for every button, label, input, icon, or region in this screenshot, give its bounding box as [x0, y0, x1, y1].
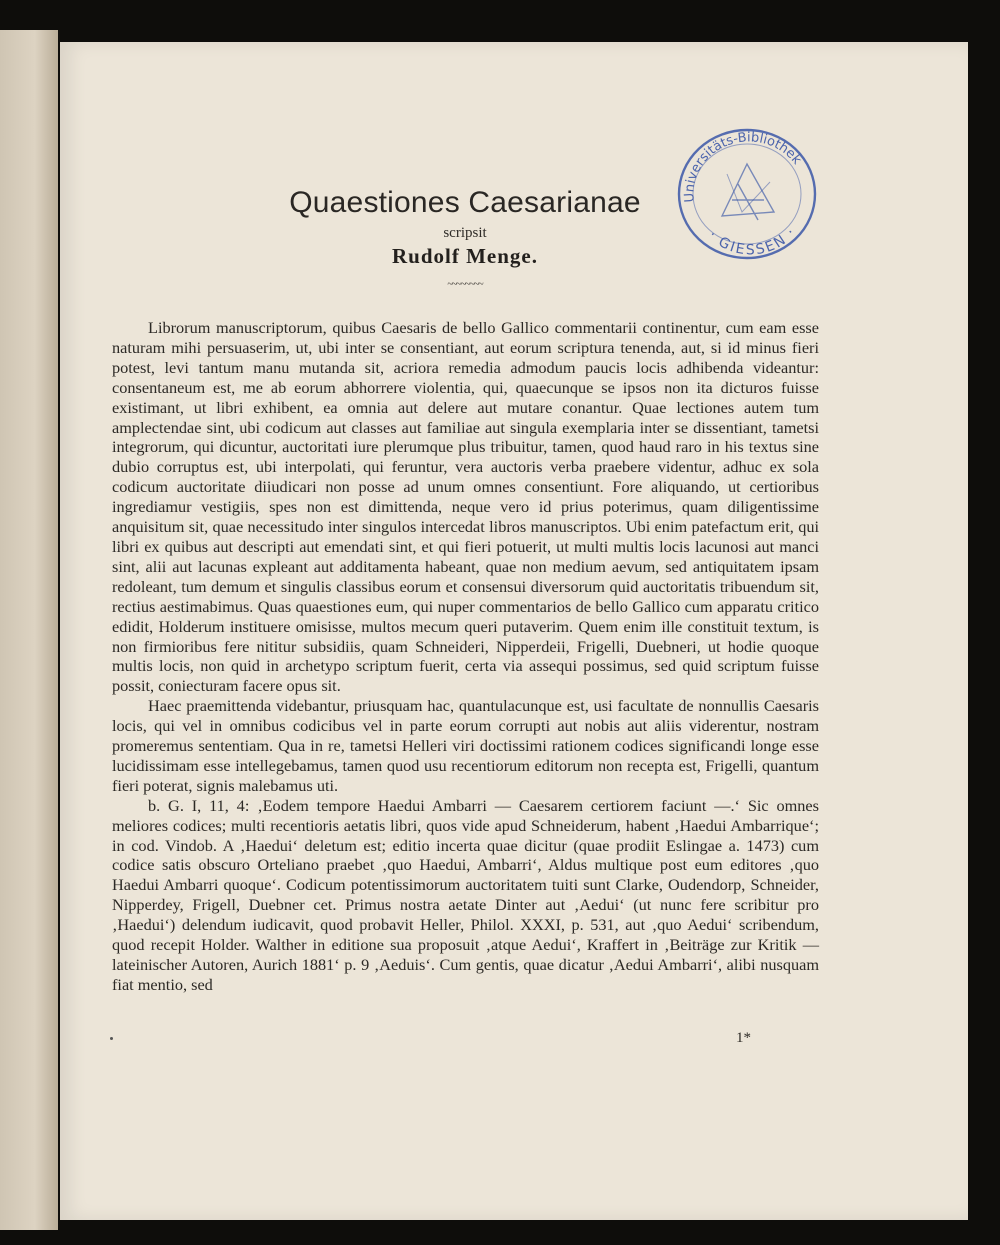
- title-ornament: ~~~~~~~~: [447, 279, 483, 290]
- author-name: Rudolf Menge.: [392, 244, 538, 268]
- main-text: [112, 318, 819, 995]
- svg-text:· GIESSEN ·: · GIESSEN ·: [705, 223, 800, 259]
- byline: scripsit: [443, 225, 487, 241]
- ink-speck: [110, 1037, 113, 1040]
- page-title: Quaestiones Caesarianae: [289, 186, 641, 219]
- paragraph-1: Librorum manuscriptorum, quibus Caesaris de bello Gallico commentarii continentur, cum eam esse naturam mihi persuaserim, ut, ubi inter se consentiant, aut eorum scriptura tenenda, aut, si id minus fieri potest, levi tantum manu mutanda sit, acriora remedia admodum paucis locis adhibenda videantur: consentaneum est, me ab eorum abhorrere violentia, qui, quaecunque se ipsos non ita dicturos fuisse existimant, ut libri exhibent, ea omnia aut delere aut mutare conantur. Quae lectiones autem tum amplectendae sint, ubi codicum aut classes aut familiae aut singula exemplaria inter se dissentiant, tametsi integrorum, qui dicuntur, auctoritati iure plerumque plus tribuitur, tamen, quod haud raro in his textus sine dubio corruptus est, ubi interpolati, qui feruntur, vera auctoris verba praebere videntur, adhuc ex sola codicum auctoritate diiudicari non posse ad unum omnes consentiunt. Fore aliquando, ut certioribus ingrediamur vestigiis, spes non est dimittenda, neque vero id prius poterimus, quam diligentissime anquisitum sit, quae necessitudo inter singulos intercedat libros manuscriptos. Ubi enim patefactum erit, qui libri ex quibus aut descripti aut emendati sint, et qui fieri potuerit, ut multi multis locis lacunosi aut manci sint, alii aut lacunas expleant aut additamenta habeant, quae non medium aevum, sed antiquitatem ipsam redoleant, tum demum et singulis classibus eorum et consensui diversorum quid auctoritatis tribuendum sit, rectius aestimabimus. Quas quaestiones eum, qui nuper commentarios de bello Gallico cum apparatu critico edidit, Holderum instituere omisisse, multos mecum queri putaverim. Quem enim ille constituit textum, is non firmioribus fere nititur subsidiis, quam Schneideri, Nipperdeii, Frigelli, Duebneri, ut hodie quoque multis locis, non quid in archetypo scriptum fuerit, certa via assequi possimus, sed quid scriptum fuisse possit, coniecturam facere opus sit.: [112, 318, 819, 696]
- svg-text:Universitäts-Bibliothek: Universitäts-Bibliothek: [682, 130, 805, 203]
- paragraph-3: b. G. I, 11, 4: ‚Eodem tempore Haedui Ambarri — Caesarem certiorem faciunt —.‘ Sic omnes meliores codices; multi recentioris aetatis libri, quos vide apud Schneiderum, habent ‚Haedui Ambarrique‘; in cod. Vindob. A ‚Haedui‘ deletum est; editio incerta quae dicitur (quae prodiit Eslingae a. 1473) cum codice satis obscuro Orteliano praebet ‚quo Haedui, Ambarri‘, Aldus multique post eum editores ‚quo Haedui Ambarri quoque‘. Codicum potentissimorum auctoritatem tuiti sunt Clarke, Oudendorp, Schneider, Nipperdey, Frigell, Duebner cet. Primus nostra aetate Dinter aut ‚Aedui‘ (ut nunc fere scribitur pro ‚Haedui‘) delendum iudicavit, quod probavit Heller, Philol. XXXI, p. 531, aut ‚quo Aedui‘ scribendum, quod recepit Holder. Walther in editione sua proposuit ‚atque Aedui‘, Kraffert in ‚Beiträge zur Kritik — lateinischer Autoren, Aurich 1881‘ p. 9 ‚Aeduis‘. Cum gentis, quae dicatur ‚Aedui Ambarri‘, alibi nusquam fiat mentio, sed: [112, 795, 819, 994]
- paragraph-2: Haec praemittenda videbantur, priusquam hac, quantulacunque est, usi facultate de nonnullis Caesaris locis, qui vel in omnibus codicibus vel in parte eorum corrupti aut nobis aut aliis viderentur, nostram promeremus sententiam. Qua in re, tametsi Helleri viri doctissimi rationem codices significandi longe esse lucidissimam esse intellegebamus, tamen quod usu recentiorum editorum non recepta est, Frigelli, quantum fieri poterat, signis malebamus uti.: [112, 696, 819, 795]
- signature-mark: 1*: [736, 1030, 751, 1046]
- library-stamp-icon: [672, 124, 822, 264]
